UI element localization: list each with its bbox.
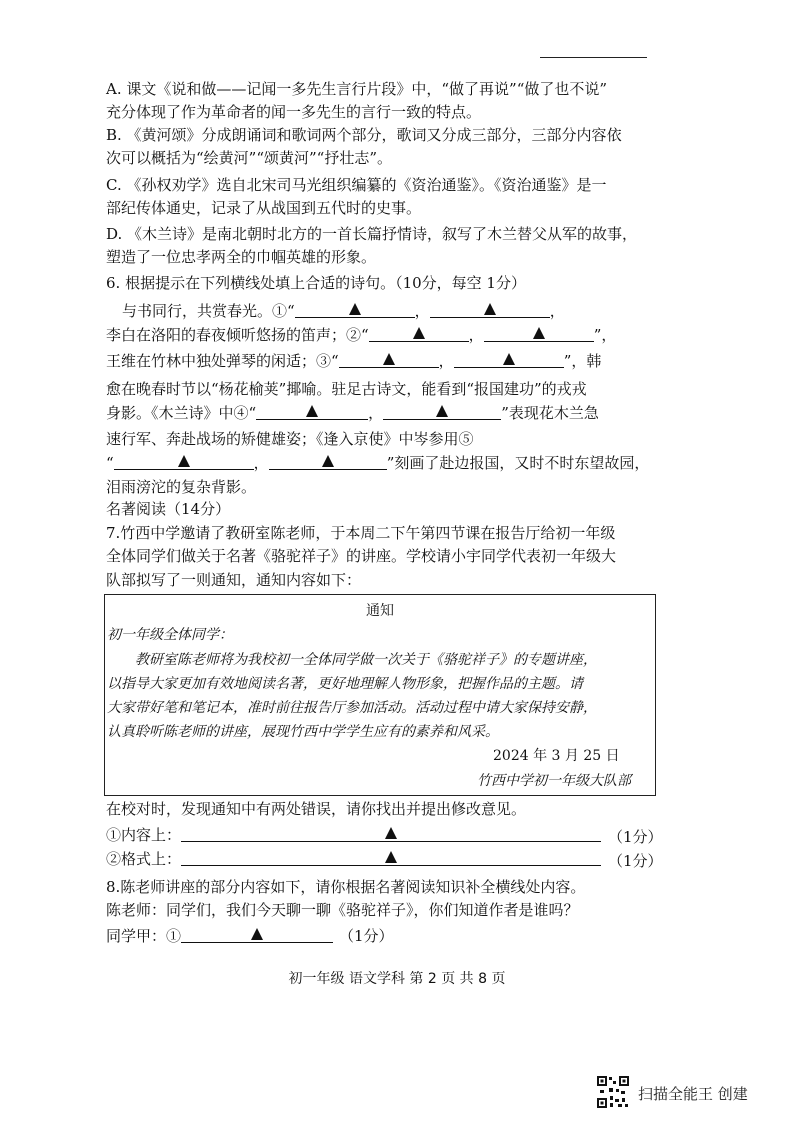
scanner-watermark: 扫描全能王 创建 xyxy=(638,1085,748,1103)
qr-code-icon xyxy=(596,1075,630,1109)
q6-heading: 6. 根据提示在下列横线处填上合适的诗句。（10分，每空 1分） xyxy=(106,274,526,292)
notice-body-1: 教研室陈老师将为我校初一全体同学做一次关于《骆驼祥子》的专题讲座， xyxy=(135,652,597,668)
q8-student-line: 同学甲：① （1分） xyxy=(106,927,394,945)
answer-blank-4b[interactable] xyxy=(383,403,501,420)
q8-heading: 8.陈老师讲座的部分内容如下，请你根据名著阅读知识补全横线处内容。 xyxy=(106,878,586,896)
triangle-marker-icon xyxy=(178,455,190,467)
notice-box xyxy=(104,594,656,796)
answer-blank-4a[interactable] xyxy=(256,403,368,420)
triangle-marker-icon xyxy=(349,303,361,315)
q6-line4: 愈在晚春时节以“杨花榆荚”揶喻。驻足古诗文，能看到“报国建功”的戎戎 xyxy=(106,380,587,398)
answer-blank-3b[interactable] xyxy=(454,351,564,368)
answer-blank-5b[interactable] xyxy=(269,453,387,470)
q6-line6: 速行军、奔赴战场的矫健雄姿；《逢入京使》中岑参用⑤ xyxy=(106,430,474,448)
option-a-line2: 充分体现了作为革命者的闻一多先生的言行一致的特点。 xyxy=(106,103,482,121)
q6-line3: 王维在竹林中独处弹琴的闲适；③“ ， ”，韩 xyxy=(106,352,602,370)
triangle-marker-icon xyxy=(436,405,448,417)
answer-blank-1b[interactable] xyxy=(430,301,550,318)
triangle-marker-icon xyxy=(251,928,263,940)
answer-blank-1a[interactable] xyxy=(295,301,415,318)
notice-body-3: 大家带好笔和笔记本，准时前往报告厅参加活动。活动过程中请大家保持安静， xyxy=(107,700,597,716)
triangle-marker-icon xyxy=(413,327,425,339)
answer-blank-author[interactable] xyxy=(181,926,333,943)
q6-line1: 与书同行，共赏春光。①“ ， ， xyxy=(122,302,565,320)
triangle-marker-icon xyxy=(385,827,397,839)
option-a-line1: A. 课文《说和做——记闻一多先生言行片段》中，“做了再说”“做了也不说” xyxy=(106,80,608,98)
option-d-line2: 塑造了一位忠孝两全的巾帼英雄的形象。 xyxy=(106,248,377,266)
q7-line2: 全体同学们做关于名著《骆驼祥子》的讲座。学校请小宇同学代表初一年级大 xyxy=(106,547,617,565)
triangle-marker-icon xyxy=(385,851,397,863)
q6-line7: “ ， ”刻画了赴边报国，又时不时东望故园， xyxy=(106,454,650,472)
correction-format-row: ②格式上： xyxy=(106,848,601,870)
triangle-marker-icon xyxy=(306,405,318,417)
notice-body-4: 认真聆听陈老师的讲座，展现竹西中学学生应有的素养和风采。 xyxy=(107,724,499,740)
q6-line5: 身影。《木兰诗》中④“ ， ”表现花木兰急 xyxy=(106,404,599,422)
notice-greeting: 初一年级全体同学： xyxy=(107,627,233,643)
answer-blank-format[interactable] xyxy=(181,849,601,866)
q7-line1: 7.竹西中学邀请了教研室陈老师，于本周二下午第四节课在报告厅给初一年级 xyxy=(106,524,616,542)
q7-line3: 队部拟写了一则通知，通知内容如下： xyxy=(106,571,362,589)
triangle-marker-icon xyxy=(383,353,395,365)
proofread-instruction: 在校对时，发现通知中有两处错误，请你找出并提出修改意见。 xyxy=(106,800,527,818)
triangle-marker-icon xyxy=(503,353,515,365)
answer-blank-content[interactable] xyxy=(181,825,601,842)
answer-blank-2a[interactable] xyxy=(369,325,469,342)
correction-content-row: ①内容上： xyxy=(106,824,601,846)
top-rule xyxy=(540,57,647,58)
option-b-line1: B. 《黄河颂》分成朗诵词和歌词两个部分，歌词又分成三部分，三部分内容依 xyxy=(106,126,622,144)
section-heading: 名著阅读（14分） xyxy=(106,500,231,518)
option-d-line1: D. 《木兰诗》是南北朝时北方的一首长篇抒情诗，叙写了木兰替父从军的故事， xyxy=(106,225,638,243)
notice-date: 2024 年 3 月 25 日 xyxy=(493,748,620,764)
triangle-marker-icon xyxy=(533,327,545,339)
notice-signer: 竹西中学初一年级大队部 xyxy=(477,773,631,789)
option-c-line1: C. 《孙权劝学》选自北宋司马光组织编纂的《资治通鉴》。《资治通鉴》是一 xyxy=(106,176,607,194)
answer-blank-2b[interactable] xyxy=(484,325,594,342)
score-format: （1分） xyxy=(608,852,663,870)
score-content: （1分） xyxy=(608,828,663,846)
q6-line8: 泪雨滂沱的复杂背影。 xyxy=(106,478,257,496)
answer-blank-5a[interactable] xyxy=(114,453,254,470)
option-c-line2: 部纪传体通史，记录了从战国到五代时的史事。 xyxy=(106,199,422,217)
triangle-marker-icon xyxy=(322,455,334,467)
option-b-line2: 次可以概括为“绘黄河”“颂黄河”“抒壮志”。 xyxy=(106,149,393,167)
q8-teacher-line: 陈老师：同学们，我们今天聊一聊《骆驼祥子》，你们知道作者是谁吗？ xyxy=(106,901,579,919)
notice-title: 通知 xyxy=(366,603,394,619)
page-footer: 初一年级 语文学科 第 2 页 共 8 页 xyxy=(288,971,506,987)
triangle-marker-icon xyxy=(484,303,496,315)
answer-blank-3a[interactable] xyxy=(339,351,439,368)
notice-body-2: 以指导大家更加有效地阅读名著，更好地理解人物形象，把握作品的主题。请 xyxy=(107,676,583,692)
q6-line2: 李白在洛阳的春夜倾听悠扬的笛声；②“ ， ”， xyxy=(106,326,617,344)
